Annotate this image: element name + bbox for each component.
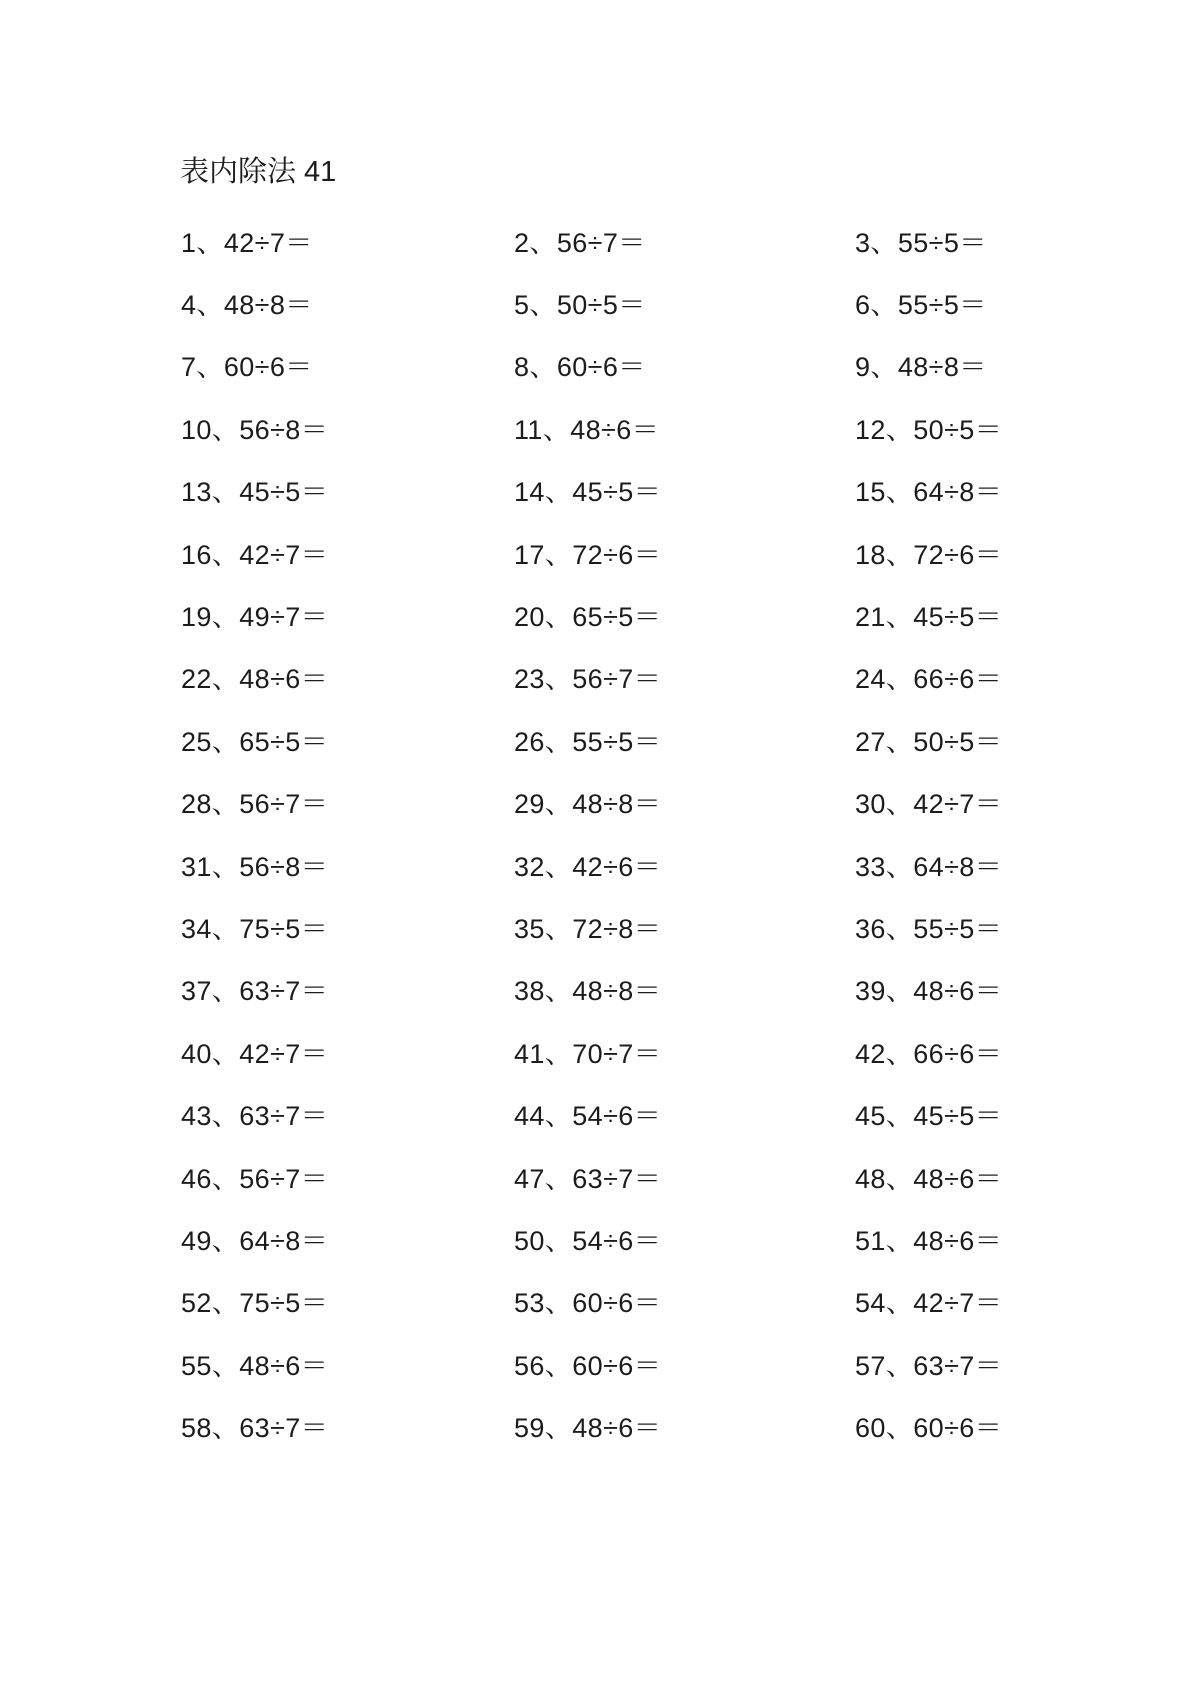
problem-item: 5、50÷5＝ [514, 290, 646, 321]
problem-item: 15、64÷8＝ [855, 477, 1003, 508]
problem-item: 36、55÷5＝ [855, 913, 1003, 944]
problem-item: 55、48÷6＝ [181, 1350, 329, 1381]
problem-item: 20、65÷5＝ [514, 602, 662, 633]
problem-item: 21、45÷5＝ [855, 602, 1003, 633]
problem-item: 38、48÷8＝ [514, 976, 662, 1007]
problem-item: 59、48÷6＝ [514, 1413, 662, 1444]
problem-item: 19、49÷7＝ [181, 602, 329, 633]
problem-item: 16、42÷7＝ [181, 539, 329, 570]
problem-item: 30、42÷7＝ [855, 789, 1003, 820]
problem-item: 4、48÷8＝ [181, 290, 313, 321]
problem-item: 35、72÷8＝ [514, 913, 662, 944]
problem-item: 48、48÷6＝ [855, 1163, 1003, 1194]
problem-item: 43、63÷7＝ [181, 1101, 329, 1132]
problem-item: 10、56÷8＝ [181, 414, 329, 445]
problem-item: 22、48÷6＝ [181, 664, 329, 695]
problem-item: 26、55÷5＝ [514, 726, 662, 757]
page-title: 表内除法 41 [180, 156, 337, 188]
problem-item: 52、75÷5＝ [181, 1288, 329, 1319]
problem-item: 34、75÷5＝ [181, 913, 329, 944]
problem-item: 42、66÷6＝ [855, 1038, 1003, 1069]
problem-item: 12、50÷5＝ [855, 414, 1003, 445]
problem-item: 13、45÷5＝ [181, 477, 329, 508]
problem-item: 50、54÷6＝ [514, 1225, 662, 1256]
problem-item: 27、50÷5＝ [855, 726, 1003, 757]
problem-item: 24、66÷6＝ [855, 664, 1003, 695]
problem-item: 23、56÷7＝ [514, 664, 662, 695]
problem-item: 31、56÷8＝ [181, 851, 329, 882]
problem-item: 14、45÷5＝ [514, 477, 662, 508]
problem-item: 8、60÷6＝ [514, 352, 646, 383]
problem-item: 51、48÷6＝ [855, 1225, 1003, 1256]
problem-item: 45、45÷5＝ [855, 1101, 1003, 1132]
problem-item: 29、48÷8＝ [514, 789, 662, 820]
problem-item: 40、42÷7＝ [181, 1038, 329, 1069]
problem-item: 2、56÷7＝ [514, 227, 646, 258]
problem-item: 44、54÷6＝ [514, 1101, 662, 1132]
problem-item: 56、60÷6＝ [514, 1350, 662, 1381]
problem-item: 39、48÷6＝ [855, 976, 1003, 1007]
problems-grid [181, 209, 1191, 1457]
problem-item: 46、56÷7＝ [181, 1163, 329, 1194]
problem-item: 6、55÷5＝ [855, 290, 987, 321]
problem-item: 58、63÷7＝ [181, 1413, 329, 1444]
problem-item: 47、63÷7＝ [514, 1163, 662, 1194]
problem-item: 54、42÷7＝ [855, 1288, 1003, 1319]
problem-item: 33、64÷8＝ [855, 851, 1003, 882]
problem-item: 9、48÷8＝ [855, 352, 987, 383]
problem-item: 49、64÷8＝ [181, 1225, 329, 1256]
problem-item: 60、60÷6＝ [855, 1413, 1003, 1444]
problem-item: 1、42÷7＝ [181, 227, 313, 258]
problem-item: 18、72÷6＝ [855, 539, 1003, 570]
problem-item: 37、63÷7＝ [181, 976, 329, 1007]
problem-item: 28、56÷7＝ [181, 789, 329, 820]
problem-item: 7、60÷6＝ [181, 352, 313, 383]
problem-item: 57、63÷7＝ [855, 1350, 1003, 1381]
problem-item: 3、55÷5＝ [855, 227, 987, 258]
problem-item: 17、72÷6＝ [514, 539, 662, 570]
problem-item: 53、60÷6＝ [514, 1288, 662, 1319]
problem-item: 41、70÷7＝ [514, 1038, 662, 1069]
problem-item: 32、42÷6＝ [514, 851, 662, 882]
problem-item: 25、65÷5＝ [181, 726, 329, 757]
problem-item: 11、48÷6＝ [514, 414, 660, 445]
